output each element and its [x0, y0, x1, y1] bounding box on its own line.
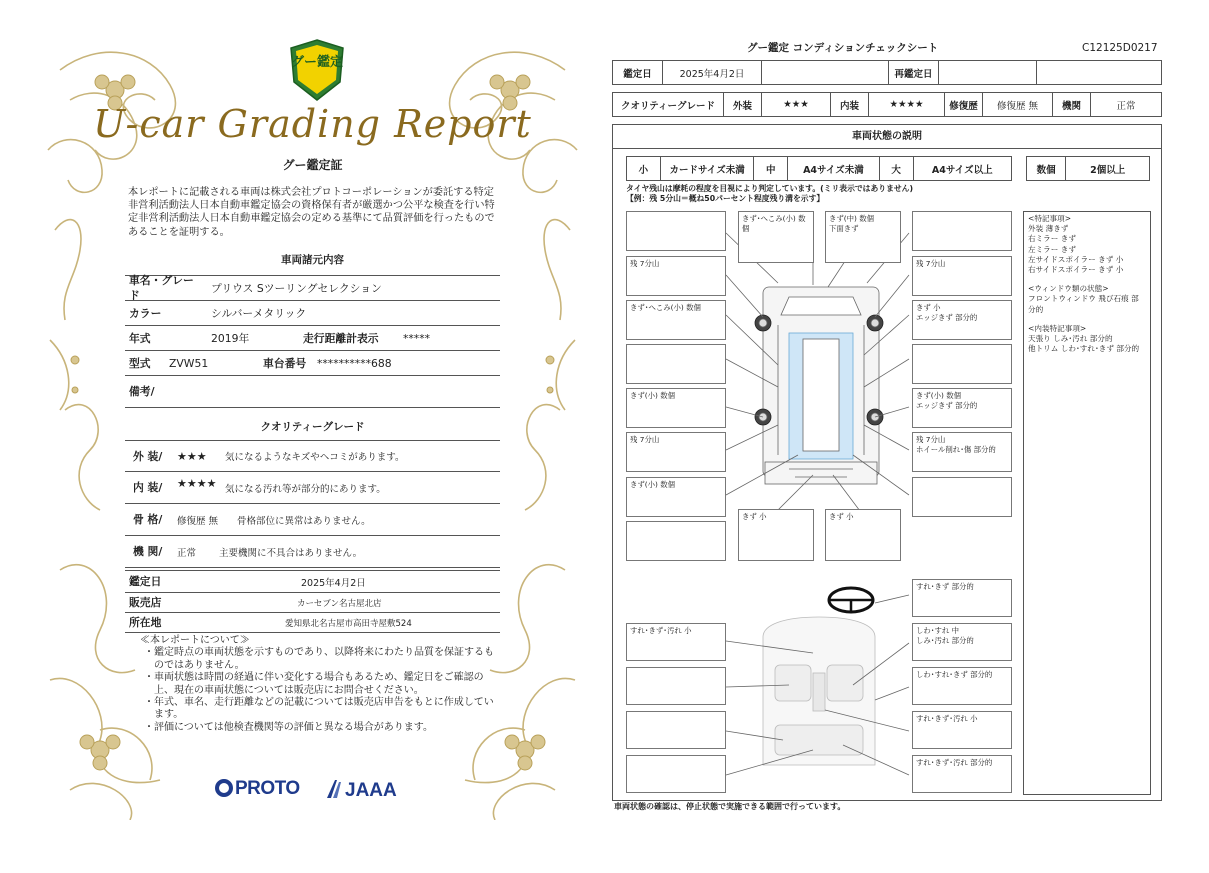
damage-box-rear-center-left: きず 小 [738, 509, 814, 561]
size-legend [626, 156, 1012, 181]
legend-key: 中 [754, 157, 788, 180]
interior-box-front: すれ･きず･汚れ 小 [626, 623, 726, 661]
remarks-window [1028, 284, 1146, 315]
spec-value: ZVW51 [169, 356, 209, 370]
remarks-item: 左サイドスポイラー きず 小 [1028, 254, 1124, 264]
legend-desc: 2個以上 [1090, 164, 1126, 176]
info-label: 鑑定日 [129, 575, 162, 588]
spec-row-remarks [125, 376, 500, 408]
legend-key: 小 [627, 157, 661, 180]
remarks-item: 天張り しみ･汚れ 部分的 [1028, 334, 1113, 344]
remarks-item: 他トリム しわ･すれ･きず 部分的 [1028, 344, 1140, 354]
note-item: ・年式、車名、走行距離などの記載については販売店申告をもとに作成しています。 [144, 697, 494, 721]
note-item: ・鑑定時点の車両状態を示すものであり、以降将来にわたり品質を保証するものではありません。 [144, 647, 494, 671]
quality-row-engine [125, 536, 500, 568]
certificate-intro: 本レポートに記載される車両は株式会社プロトコーポレーションが委託する特定非営利活動法人日本自動車鑑定協会の資格保有者が厳選かつ公平な検査を行い特定非営利活動法人日本自動車鑑定協会の定める基準にて品質評価を行ったものであることを証明する。 [128, 187, 495, 238]
remarks-interior [1028, 324, 1146, 355]
spec-row-name [125, 275, 500, 301]
sheet-title: グー鑑定 コンディションチェックシート [747, 42, 939, 54]
spec-label: 車台番号 [263, 356, 307, 370]
info-row-address [125, 613, 500, 633]
damage-box-rear-right-corner [912, 477, 1012, 517]
count-legend [1026, 156, 1150, 181]
spec-value: **********688 [317, 356, 392, 370]
damage-box-left-middle [626, 344, 726, 384]
remarks-title: <ウィンドウ類の状態> [1028, 284, 1109, 294]
remarks-title: <内装特記事項> [1028, 323, 1087, 333]
remarks-special [1028, 214, 1146, 275]
quality-label: 内 装/ [133, 481, 163, 494]
note-item: ・車両状態は時間の経過に伴い変化する場合もあるため、鑑定日をご確認の上、現在の車両状態については販売店にお問合せください。 [144, 672, 484, 696]
quality-row-interior [125, 472, 500, 504]
damage-box-front-left: きず･へこみ(小) 数個 [738, 211, 814, 263]
info-value: カーセブン名古屋北店 [297, 598, 382, 609]
damage-box-front-right: きず(中) 数個 下面きず [825, 211, 901, 263]
tire-box-rear-left: 残 7分山 [626, 432, 726, 472]
interior-box-steering: すれ･きず 部分的 [912, 579, 1012, 617]
info-value: 2025年4月2日 [301, 577, 366, 589]
damage-box-rear-left-corner: きず(小) 数個 [626, 477, 726, 517]
quality-row-frame [125, 504, 500, 536]
quality-text: 主要機関に不具合はありません。 [219, 547, 363, 559]
interior-box-right-door: しわ･すれ･きず 部分的 [912, 667, 1012, 705]
legend-desc: カードサイズ未満 [661, 157, 755, 180]
condition-check-sheet [612, 36, 1164, 816]
damage-box-right-rear: きず(小) 数個 エッジきず 部分的 [912, 388, 1012, 428]
goo-appraisal-badge [288, 38, 346, 102]
date-value: 2025年4月2日 [663, 61, 762, 84]
quality-text: 骨格部位に異常はありません。 [237, 515, 371, 527]
jaaa-logo-text: JAAA [345, 780, 397, 801]
blank-cell [1037, 61, 1161, 84]
jaaa-mark-icon [325, 778, 345, 800]
quality-label: 外 装/ [133, 449, 163, 463]
repair-value: 修復歴 無 [983, 93, 1053, 116]
engine-label: 機関 [1053, 93, 1091, 116]
quality-value: 正常 [177, 547, 197, 559]
repair-label: 修復歴 [945, 93, 983, 116]
legend-desc: A4サイズ未満 [788, 157, 880, 180]
state-title: 車両状態の説明 [613, 125, 1161, 149]
damage-box-right-middle [912, 344, 1012, 384]
spec-label: 車名・グレード [129, 274, 194, 302]
date-label: 鑑定日 [613, 61, 663, 84]
info-row-date [125, 570, 500, 593]
interior-label: 内装 [831, 93, 869, 116]
interior-box-driver-seat: しわ･すれ 中 しみ･汚れ 部分的 [912, 623, 1012, 661]
damage-box-rear-left-lower [626, 521, 726, 561]
interior-stars: ★★★★ [177, 477, 217, 490]
interior-box-left-rear [626, 711, 726, 749]
jaaa-logo [325, 778, 397, 802]
report-notes [140, 635, 500, 734]
tire-box-front-left: 残 7分山 [626, 256, 726, 296]
reappraisal-label: 再鑑定日 [889, 61, 939, 84]
sponsor-logos [215, 778, 415, 806]
quality-row-exterior [125, 440, 500, 472]
note-item: ・評価については他検査機関等の評価と異なる場合があります。 [144, 721, 433, 733]
spec-label: 走行距離計表示 [303, 331, 379, 345]
special-remarks [1023, 211, 1151, 795]
interior-box-console: すれ･きず･汚れ 小 [912, 711, 1012, 749]
remarks-title: <特記事項> [1028, 214, 1072, 223]
remarks-item: 左ミラー きず [1028, 244, 1076, 254]
reappraisal-value [939, 61, 1037, 84]
remarks-item: 外装 薄きず [1028, 224, 1069, 234]
proto-logo-text: PROTO [235, 778, 300, 799]
info-value: 愛知県北名古屋市高田寺屋敷524 [285, 618, 412, 629]
quality-grade-row [612, 92, 1162, 117]
interior-box-rear [626, 755, 726, 793]
quality-text: 気になる汚れ等が部分的にあります。 [225, 483, 386, 495]
spec-value: 2019年 [211, 331, 250, 345]
grade-label: クオリティーグレード [613, 93, 724, 116]
info-label: 所在地 [129, 616, 162, 629]
spec-row-year [125, 326, 500, 351]
damage-box-front-right-corner [912, 211, 1012, 251]
spec-value: ***** [403, 331, 430, 345]
info-row-store [125, 593, 500, 613]
quality-value: 修復歴 無 [177, 515, 219, 527]
spec-label: 年式 [129, 331, 151, 345]
damage-box-rear-center-right: きず 小 [825, 509, 901, 561]
damage-box-left-front: きず･へこみ(小) 数個 [626, 300, 726, 340]
exterior-stars: ★★★ [177, 449, 207, 463]
remarks-item: 右サイドスポイラー きず 小 [1028, 265, 1124, 275]
spec-label: 型式 [129, 356, 151, 370]
exterior-value: ★★★ [762, 93, 831, 116]
spec-heading: 車両諸元内容 [281, 254, 344, 266]
legend-key: 大 [880, 157, 914, 180]
legend-key: 数個 [1027, 157, 1066, 180]
spec-value: シルバーメタリック [211, 306, 307, 320]
quality-label: 骨 格/ [133, 513, 163, 526]
interior-value: ★★★★ [869, 93, 945, 116]
spec-value: プリウス Sツーリングセレクション [211, 281, 382, 295]
tire-box-rear-right: 残 7分山 ホイール削れ･傷 部分的 [912, 432, 1012, 472]
spec-label: カラー [129, 306, 162, 320]
appraisal-date-row [612, 60, 1162, 85]
damage-box-left-rear: きず(小) 数個 [626, 388, 726, 428]
spec-row-color [125, 301, 500, 326]
info-label: 販売店 [129, 596, 162, 609]
tire-note-line: 【例：残 5分山＝概ね50パーセント程度残り溝を示す】 [626, 194, 825, 203]
tire-note-line: タイヤ残山は摩耗の程度を目視により判定しています。(ミリ表示ではありません) [626, 184, 914, 193]
report-script-title: U-car Grading Report [93, 102, 532, 146]
certificate-heading: グー鑑定証 [282, 158, 343, 172]
sheet-footer-note: 車両状態の確認は、停止状態で実施できる範囲で行っています。 [614, 802, 846, 811]
quality-label: 機 関/ [133, 545, 163, 558]
interior-box-rear-seat: すれ･きず･汚れ 部分的 [912, 755, 1012, 793]
engine-value: 正常 [1116, 100, 1136, 112]
exterior-label: 外装 [724, 93, 762, 116]
spec-label: 備考/ [129, 385, 155, 398]
tire-box-front-right: 残 7分山 [912, 256, 1012, 296]
damage-box-right-front: きず 小 エッジきず 部分的 [912, 300, 1012, 340]
remarks-item: フロントウィンドウ 飛び石痕 部分的 [1028, 294, 1139, 314]
proto-logo [215, 778, 300, 800]
proto-mark-icon [215, 779, 233, 797]
spec-row-model [125, 351, 500, 376]
remarks-item: 右ミラー きず [1028, 234, 1076, 244]
sheet-code: C12125D0217 [1082, 42, 1158, 54]
damage-box-front-left-corner [626, 211, 726, 251]
badge-text: グー鑑定 [290, 55, 344, 70]
tire-note [626, 184, 913, 204]
interior-box-left-front [626, 667, 726, 705]
vehicle-state-panel [612, 124, 1162, 801]
legend-desc: A4サイズ以上 [931, 164, 993, 176]
grading-certificate [40, 30, 585, 820]
blank-cell [762, 61, 889, 84]
quality-heading: クオリティーグレード [260, 421, 365, 433]
quality-text: 気になるようなキズやヘコミがあります。 [225, 452, 405, 463]
notes-title: ≪本レポートについて≫ [140, 635, 250, 646]
